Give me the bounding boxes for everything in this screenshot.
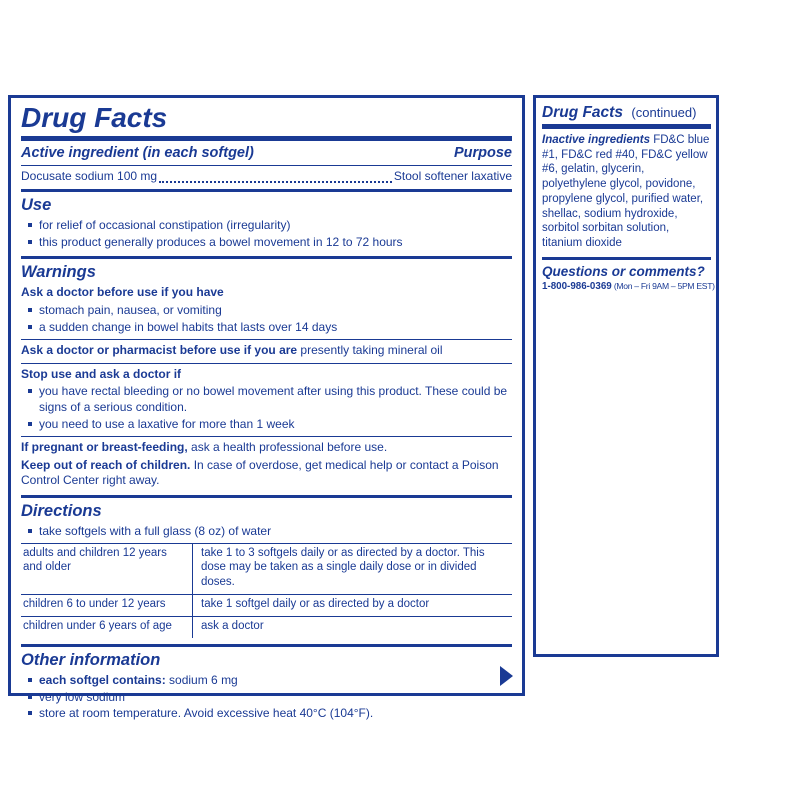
- dose-group: children 6 to under 12 years: [21, 595, 193, 616]
- other-information-heading: Other information: [21, 651, 161, 670]
- use-section: [21, 196, 512, 250]
- ask-pharmacist-text: Ask a doctor or pharmacist before use if you are presently taking mineral oil: [21, 343, 443, 358]
- other-info-bullet: [21, 706, 512, 722]
- bullet-icon: [28, 308, 32, 312]
- warning-bullet: [21, 384, 512, 415]
- keep-out-warning: Keep out of reach of children. In case of overdose, get medical help or contact a Poison Control Center right away.: [21, 457, 499, 488]
- use-bullet: [21, 218, 512, 234]
- bullet-icon: [28, 240, 32, 244]
- bullet-text: for relief of occasional constipation (irregularity): [39, 218, 291, 233]
- purpose-heading: Purpose: [453, 145, 512, 162]
- other-information-section: [21, 651, 512, 722]
- continued-title-row: [542, 104, 711, 122]
- bullet-text: very low sodium: [39, 689, 126, 704]
- bullet-icon: [28, 325, 32, 329]
- bullet-text: this product generally produces a bowel movement in 12 to 72 hours: [39, 234, 403, 249]
- bullet-icon: [28, 223, 32, 227]
- bullet-text: each softgel contains: sodium 6 mg: [39, 673, 238, 688]
- bullet-text: you have rectal bleeding or no bowel movement after using this product. These could be signs of a serious condition.: [39, 384, 508, 414]
- sub-divider: [21, 165, 512, 166]
- dot-leader: [159, 179, 392, 183]
- drug-facts-continued-panel: [533, 95, 719, 657]
- title-divider: [542, 124, 711, 129]
- bullet-text: take softgels with a full glass (8 oz) of water: [39, 523, 272, 538]
- table-row: [21, 543, 512, 595]
- continued-arrow-icon: [500, 666, 513, 686]
- active-ingredient-section: [21, 145, 512, 183]
- warnings-section: [21, 263, 512, 489]
- warning-bullet: [21, 417, 512, 433]
- dose-group: children under 6 years of age: [21, 617, 193, 638]
- dose-instruction: ask a doctor: [201, 620, 264, 633]
- other-info-bullet: [21, 690, 512, 706]
- warning-bullet: [21, 303, 512, 319]
- continued-label: (continued): [631, 105, 697, 120]
- table-row: [21, 616, 512, 638]
- section-divider: [542, 257, 711, 260]
- bullet-icon: [28, 695, 32, 699]
- sub-divider: [21, 339, 512, 340]
- ingredient-name: Docusate sodium 100 mg: [21, 169, 158, 184]
- bullet-icon: [28, 422, 32, 426]
- warnings-heading: Warnings: [21, 263, 96, 282]
- section-divider: [21, 495, 512, 498]
- bullet-icon: [28, 678, 32, 682]
- section-divider: [21, 256, 512, 259]
- drug-facts-panel: [8, 95, 525, 721]
- dose-instruction: take 1 softgel daily or as directed by a doctor: [201, 598, 430, 611]
- bullet-icon: [28, 389, 32, 393]
- use-heading: Use: [21, 196, 52, 215]
- bullet-text: stomach pain, nausea, or vomiting: [39, 302, 222, 317]
- bullet-text: store at room temperature. Avoid excessive heat 40°C (104°F).: [39, 706, 374, 721]
- section-divider: [21, 644, 512, 647]
- ask-doctor-heading: Ask a doctor before use if you have: [21, 285, 224, 300]
- questions-heading: Questions or comments?: [542, 263, 705, 279]
- bullet-text: a sudden change in bowel habits that lasts over 14 days: [39, 319, 338, 334]
- phone-line: [542, 280, 715, 292]
- section-divider: [21, 189, 512, 192]
- sub-divider: [21, 363, 512, 364]
- ingredient-purpose: Stool softener laxative: [393, 169, 512, 184]
- dose-instruction: take 1 to 3 softgels daily or as directed by a doctor. This dose may be taken as a single daily dose or in divided doses.: [201, 546, 485, 589]
- drug-facts-continued-title: Drug Facts: [542, 104, 623, 121]
- sub-divider: [21, 436, 512, 437]
- directions-section: [21, 502, 512, 638]
- bullet-text: you need to use a laxative for more than 1 week: [39, 416, 295, 431]
- table-row: [21, 594, 512, 616]
- questions-section: [542, 263, 715, 292]
- pregnancy-warning: If pregnant or breast-feeding, ask a health professional before use.: [21, 440, 388, 455]
- title-divider: [21, 136, 512, 141]
- drug-facts-title: Drug Facts: [21, 102, 168, 133]
- dose-group: adults and children 12 years and older: [21, 544, 193, 595]
- phone-hours: (Mon – Fri 9AM – 5PM EST): [611, 280, 715, 291]
- bullet-icon: [28, 529, 32, 533]
- bullet-icon: [28, 711, 32, 715]
- directions-heading: Directions: [21, 501, 102, 520]
- directions-bullet: [21, 524, 512, 540]
- inactive-ingredients: Inactive ingredients FD&C blue #1, FD&C red #40, FD&C yellow #6, gelatin, glycerin, polyethylene glycol, povidone, propylene glycol, purified water, shellac, sodium hydroxide, sorbitol sorbitan solution, titanium dioxide: [542, 134, 710, 250]
- directions-table: [21, 543, 512, 639]
- phone-number: 1-800-986-0369: [542, 280, 612, 292]
- active-ingredient-heading: Active ingredient (in each softgel): [21, 145, 254, 162]
- warning-bullet: [21, 320, 512, 336]
- other-info-bullet: [21, 673, 512, 689]
- use-bullet: [21, 235, 512, 251]
- stop-use-heading: Stop use and ask a doctor if: [21, 366, 182, 381]
